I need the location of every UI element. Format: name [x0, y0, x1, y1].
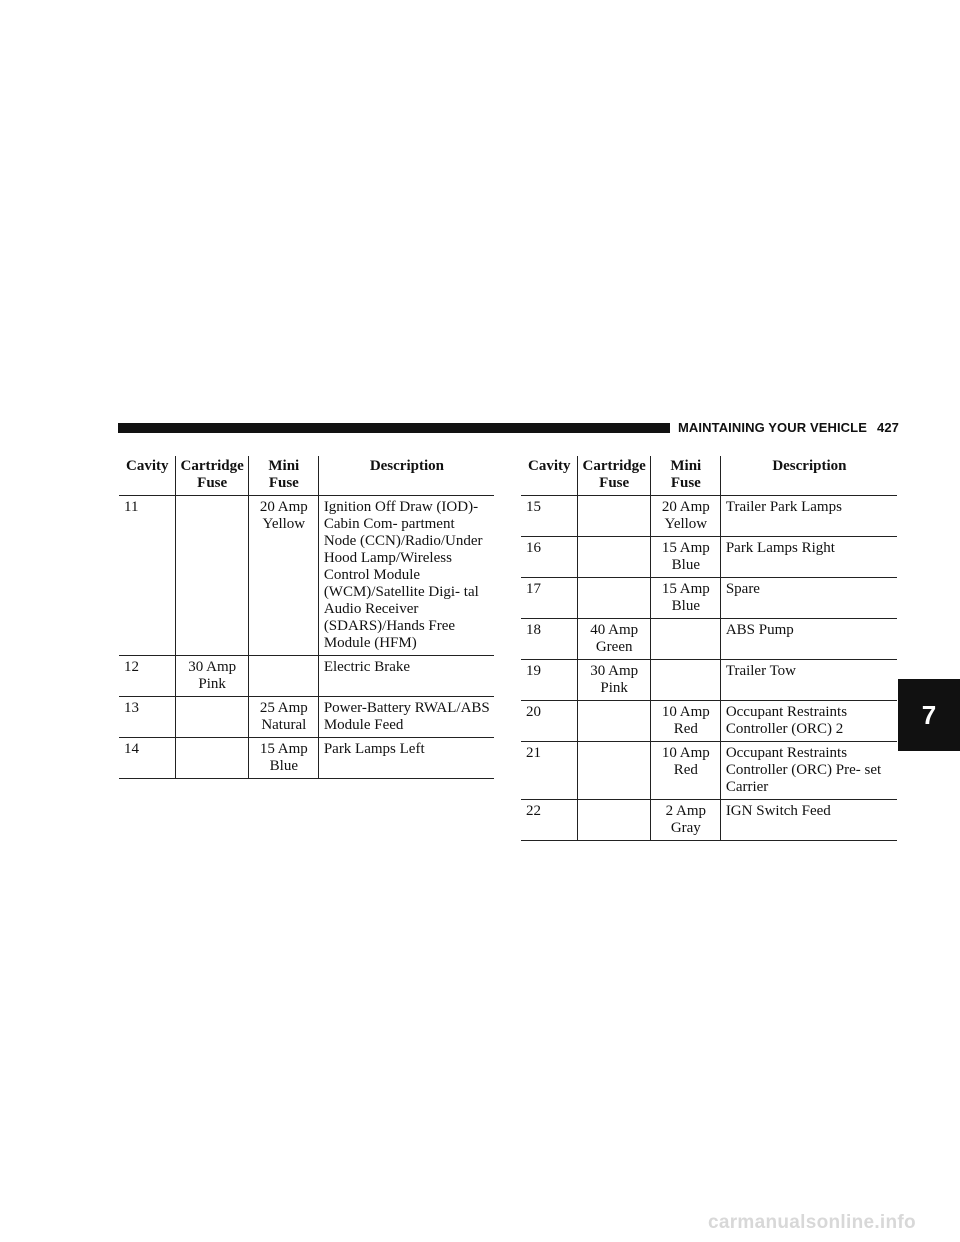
cell-mini-fuse: 20 Amp Yellow: [248, 496, 318, 656]
cell-cavity: 20: [521, 701, 577, 742]
fuse-table-right: [521, 456, 897, 841]
cell-mini-fuse: 2 Amp Gray: [650, 800, 720, 841]
running-header: [678, 420, 899, 435]
cell-cavity: 21: [521, 742, 577, 800]
table-row: [119, 697, 494, 738]
table-row: [521, 496, 897, 537]
cell-description: Power-Battery RWAL/ABS Module Feed: [318, 697, 494, 738]
col-header-description: Description: [318, 456, 494, 496]
cell-cavity: 12: [119, 656, 175, 697]
col-header-cartridge: Cartridge Fuse: [577, 456, 650, 496]
cell-cavity: 17: [521, 578, 577, 619]
cell-cartridge-fuse: [175, 697, 248, 738]
col-header-cavity: Cavity: [521, 456, 577, 496]
table-row: [521, 619, 897, 660]
chapter-tab: 7: [898, 679, 960, 751]
col-header-mini: Mini Fuse: [650, 456, 720, 496]
table-row: [521, 800, 897, 841]
table-row: [119, 656, 494, 697]
cell-mini-fuse: 15 Amp Blue: [248, 738, 318, 779]
cell-description: Park Lamps Right: [720, 537, 897, 578]
cell-mini-fuse: [248, 656, 318, 697]
table-row: [521, 660, 897, 701]
cell-mini-fuse: 10 Amp Red: [650, 701, 720, 742]
cell-mini-fuse: [650, 619, 720, 660]
watermark: carmanualsonline.info: [708, 1212, 916, 1233]
cell-cavity: 16: [521, 537, 577, 578]
cell-cavity: 11: [119, 496, 175, 656]
cell-cartridge-fuse: [175, 496, 248, 656]
cell-description: Ignition Off Draw (IOD)-Cabin Com- partment Node (CCN)/Radio/Under Hood Lamp/Wireless Control Module (WCM)/Satellite Digi- tal Audio Receiver (SDARS)/Hands Free Module (HFM): [318, 496, 494, 656]
cell-description: Occupant Restraints Controller (ORC) 2: [720, 701, 897, 742]
cell-mini-fuse: 20 Amp Yellow: [650, 496, 720, 537]
cell-cavity: 13: [119, 697, 175, 738]
cell-description: Electric Brake: [318, 656, 494, 697]
table-row: [521, 742, 897, 800]
header-rule: [118, 423, 670, 433]
cell-description: IGN Switch Feed: [720, 800, 897, 841]
cell-description: Spare: [720, 578, 897, 619]
table-row: [521, 578, 897, 619]
section-title: MAINTAINING YOUR VEHICLE: [678, 420, 867, 435]
cell-cartridge-fuse: [577, 701, 650, 742]
col-header-cavity: Cavity: [119, 456, 175, 496]
cell-mini-fuse: 15 Amp Blue: [650, 537, 720, 578]
cell-description: Trailer Park Lamps: [720, 496, 897, 537]
col-header-cartridge: Cartridge Fuse: [175, 456, 248, 496]
table-row: [119, 496, 494, 656]
cell-mini-fuse: 15 Amp Blue: [650, 578, 720, 619]
cell-cavity: 22: [521, 800, 577, 841]
cell-cavity: 19: [521, 660, 577, 701]
table-row: [521, 701, 897, 742]
cell-cartridge-fuse: [577, 742, 650, 800]
fuse-table-left: [119, 456, 494, 779]
cell-mini-fuse: 10 Amp Red: [650, 742, 720, 800]
cell-cartridge-fuse: [175, 738, 248, 779]
cell-description: ABS Pump: [720, 619, 897, 660]
cell-cartridge-fuse: [577, 537, 650, 578]
cell-cartridge-fuse: [577, 496, 650, 537]
cell-description: Park Lamps Left: [318, 738, 494, 779]
table-row: [119, 738, 494, 779]
table-row: [521, 537, 897, 578]
cell-description: Trailer Tow: [720, 660, 897, 701]
cell-mini-fuse: [650, 660, 720, 701]
cell-cavity: 15: [521, 496, 577, 537]
cell-cavity: 18: [521, 619, 577, 660]
cell-cartridge-fuse: 30 Amp Pink: [175, 656, 248, 697]
cell-description: Occupant Restraints Controller (ORC) Pre- set Carrier: [720, 742, 897, 800]
col-header-mini: Mini Fuse: [248, 456, 318, 496]
cell-cartridge-fuse: 40 Amp Green: [577, 619, 650, 660]
cell-cartridge-fuse: [577, 578, 650, 619]
cell-mini-fuse: 25 Amp Natural: [248, 697, 318, 738]
col-header-description: Description: [720, 456, 897, 496]
cell-cartridge-fuse: [577, 800, 650, 841]
cell-cartridge-fuse: 30 Amp Pink: [577, 660, 650, 701]
cell-cavity: 14: [119, 738, 175, 779]
page-number: 427: [876, 420, 899, 435]
